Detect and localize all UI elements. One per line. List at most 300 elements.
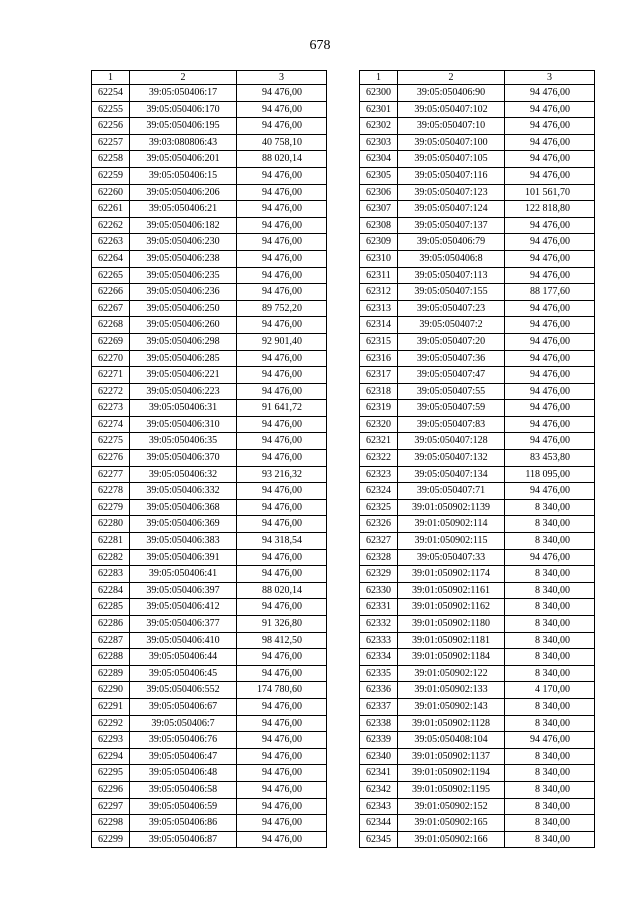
value-cell: 93 216,32 [237,466,327,483]
table-row [360,333,595,350]
row-number-cell: 62331 [360,599,398,616]
table-row [360,367,595,384]
table-row [92,649,327,666]
cadastral-number-cell: 39:05:050407:71 [398,483,505,500]
cadastral-number-cell: 39:05:050406:236 [130,284,237,301]
cadastral-number-cell: 39:05:050407:134 [398,466,505,483]
column-header-number: 1 [360,71,398,85]
value-cell: 94 476,00 [237,599,327,616]
row-number-cell: 62257 [92,134,130,151]
table-row [92,549,327,566]
table-row [360,85,595,102]
row-number-cell: 62318 [360,383,398,400]
value-cell: 88 177,60 [505,284,595,301]
cadastral-number-cell: 39:05:050406:368 [130,499,237,516]
table-row [360,599,595,616]
row-number-cell: 62286 [92,616,130,633]
column-header-value: 3 [237,71,327,85]
table-row [92,781,327,798]
value-cell: 94 476,00 [237,250,327,267]
value-cell: 94 476,00 [505,433,595,450]
value-cell: 94 476,00 [505,317,595,334]
cadastral-number-cell: 39:05:050407:33 [398,549,505,566]
cadastral-number-cell: 39:05:050406:48 [130,765,237,782]
cadastral-number-cell: 39:01:050902:1161 [398,582,505,599]
cadastral-number-cell: 39:01:050902:165 [398,815,505,832]
value-cell: 8 340,00 [505,715,595,732]
row-number-cell: 62321 [360,433,398,450]
row-number-cell: 62299 [92,831,130,848]
table-row [92,798,327,815]
cadastral-number-cell: 39:05:050406:370 [130,450,237,467]
row-number-cell: 62343 [360,798,398,815]
cadastral-number-cell: 39:05:050406:31 [130,400,237,417]
row-number-cell: 62264 [92,250,130,267]
value-cell: 94 476,00 [237,516,327,533]
table-row [92,300,327,317]
value-cell: 94 476,00 [505,383,595,400]
row-number-cell: 62277 [92,466,130,483]
value-cell: 174 780,60 [237,682,327,699]
row-number-cell: 62302 [360,118,398,135]
cadastral-number-cell: 39:01:050902:1162 [398,599,505,616]
cadastral-number-cell: 39:05:050406:8 [398,250,505,267]
value-cell: 94 476,00 [237,118,327,135]
cadastral-number-cell: 39:05:050406:76 [130,732,237,749]
row-number-cell: 62296 [92,781,130,798]
cadastral-number-cell: 39:05:050406:87 [130,831,237,848]
value-cell: 94 476,00 [237,815,327,832]
value-cell: 94 476,00 [505,333,595,350]
value-cell: 94 476,00 [505,250,595,267]
table-row [360,815,595,832]
value-cell: 94 476,00 [237,433,327,450]
row-number-cell: 62258 [92,151,130,168]
table-row [360,250,595,267]
table-row [92,167,327,184]
cadastral-number-cell: 39:01:050902:1174 [398,566,505,583]
value-cell: 94 318,54 [237,533,327,550]
cadastral-number-cell: 39:05:050408:104 [398,732,505,749]
cadastral-number-cell: 39:05:050406:235 [130,267,237,284]
value-cell: 88 020,14 [237,151,327,168]
row-number-cell: 62344 [360,815,398,832]
cadastral-number-cell: 39:05:050406:377 [130,616,237,633]
table-row [360,798,595,815]
table-row [92,101,327,118]
table-row [92,383,327,400]
value-cell: 94 476,00 [237,698,327,715]
table-row [360,234,595,251]
cadastral-number-cell: 39:05:050406:79 [398,234,505,251]
cadastral-number-cell: 39:05:050406:285 [130,350,237,367]
table-row [360,101,595,118]
value-cell: 94 476,00 [505,400,595,417]
cadastral-number-cell: 39:05:050407:128 [398,433,505,450]
cadastral-number-cell: 39:05:050406:397 [130,582,237,599]
cadastral-number-cell: 39:05:050406:552 [130,682,237,699]
table-row [92,516,327,533]
cadastral-number-cell: 39:05:050406:182 [130,217,237,234]
value-cell: 8 340,00 [505,798,595,815]
row-number-cell: 62267 [92,300,130,317]
table-row [360,616,595,633]
value-cell: 94 476,00 [237,732,327,749]
cadastral-number-cell: 39:05:050406:170 [130,101,237,118]
value-cell: 8 340,00 [505,698,595,715]
row-number-cell: 62283 [92,566,130,583]
row-number-cell: 62262 [92,217,130,234]
cadastral-number-cell: 39:05:050406:250 [130,300,237,317]
row-number-cell: 62294 [92,748,130,765]
value-cell: 94 476,00 [505,300,595,317]
table-row [92,599,327,616]
row-number-cell: 62289 [92,665,130,682]
table-row [92,367,327,384]
table-row [360,300,595,317]
row-number-cell: 62319 [360,400,398,417]
value-cell: 8 340,00 [505,649,595,666]
cadastral-number-cell: 39:01:050902:1139 [398,499,505,516]
value-cell: 8 340,00 [505,765,595,782]
table-row [92,566,327,583]
row-number-cell: 62268 [92,317,130,334]
value-cell: 8 340,00 [505,781,595,798]
value-cell: 94 476,00 [237,649,327,666]
table-row [360,665,595,682]
row-number-cell: 62298 [92,815,130,832]
value-cell: 94 476,00 [505,416,595,433]
table-row [360,499,595,516]
value-cell: 8 340,00 [505,533,595,550]
column-header-value: 3 [505,71,595,85]
value-cell: 89 752,20 [237,300,327,317]
table-row [92,267,327,284]
column-header-number: 1 [92,71,130,85]
row-number-cell: 62295 [92,765,130,782]
row-number-cell: 62336 [360,682,398,699]
table-row [92,250,327,267]
value-cell: 94 476,00 [505,267,595,284]
table-row [92,350,327,367]
table-row [360,483,595,500]
table-row [360,450,595,467]
cadastral-number-cell: 39:01:050902:133 [398,682,505,699]
cadastral-number-cell: 39:05:050406:410 [130,632,237,649]
table-row [92,815,327,832]
row-number-cell: 62303 [360,134,398,151]
column-header-cadastral: 2 [398,71,505,85]
value-cell: 94 476,00 [505,367,595,384]
value-cell: 88 020,14 [237,582,327,599]
row-number-cell: 62269 [92,333,130,350]
table-row [92,632,327,649]
value-cell: 94 476,00 [237,665,327,682]
table-row [92,682,327,699]
value-cell: 94 476,00 [505,151,595,168]
row-number-cell: 62290 [92,682,130,699]
value-cell: 94 476,00 [237,748,327,765]
cadastral-number-cell: 39:05:050407:137 [398,217,505,234]
value-cell: 83 453,80 [505,450,595,467]
table-row [92,466,327,483]
row-number-cell: 62263 [92,234,130,251]
table-row [360,698,595,715]
value-cell: 8 340,00 [505,582,595,599]
value-cell: 8 340,00 [505,748,595,765]
value-cell: 8 340,00 [505,499,595,516]
table-row [360,549,595,566]
row-number-cell: 62306 [360,184,398,201]
cadastral-number-cell: 39:01:050902:166 [398,831,505,848]
cadastral-number-cell: 39:05:050406:310 [130,416,237,433]
table-row [360,118,595,135]
row-number-cell: 62327 [360,533,398,550]
value-cell: 94 476,00 [237,566,327,583]
cadastral-number-cell: 39:05:050407:100 [398,134,505,151]
value-cell: 94 476,00 [237,184,327,201]
table-row [360,732,595,749]
row-number-cell: 62307 [360,201,398,218]
table-row [92,184,327,201]
cadastral-number-cell: 39:05:050406:260 [130,317,237,334]
row-number-cell: 62310 [360,250,398,267]
row-number-cell: 62326 [360,516,398,533]
table-row [360,831,595,848]
table-row [360,400,595,417]
value-cell: 8 340,00 [505,599,595,616]
cadastral-number-cell: 39:05:050406:206 [130,184,237,201]
cadastral-number-cell: 39:05:050407:123 [398,184,505,201]
cadastral-number-cell: 39:05:050407:47 [398,367,505,384]
value-cell: 94 476,00 [237,549,327,566]
value-cell: 94 476,00 [505,732,595,749]
table-row [360,533,595,550]
value-cell: 8 340,00 [505,665,595,682]
row-number-cell: 62271 [92,367,130,384]
table-row [92,533,327,550]
table-row [92,765,327,782]
cadastral-number-cell: 39:05:050406:41 [130,566,237,583]
cadastral-number-cell: 39:05:050406:44 [130,649,237,666]
cadastral-number-cell: 39:05:050406:67 [130,698,237,715]
cadastral-number-cell: 39:05:050406:45 [130,665,237,682]
table-row [360,317,595,334]
row-number-cell: 62309 [360,234,398,251]
value-cell: 94 476,00 [505,101,595,118]
cadastral-number-cell: 39:05:050407:20 [398,333,505,350]
value-cell: 94 476,00 [237,201,327,218]
cadastral-number-cell: 39:05:050407:83 [398,416,505,433]
value-cell: 94 476,00 [237,234,327,251]
cadastral-number-cell: 39:01:050902:1194 [398,765,505,782]
cadastral-number-cell: 39:05:050406:15 [130,167,237,184]
row-number-cell: 62328 [360,549,398,566]
row-number-cell: 62265 [92,267,130,284]
table-row [360,151,595,168]
row-number-cell: 62322 [360,450,398,467]
row-number-cell: 62312 [360,284,398,301]
cadastral-number-cell: 39:05:050406:332 [130,483,237,500]
row-number-cell: 62337 [360,698,398,715]
value-cell: 94 476,00 [237,781,327,798]
cadastral-number-cell: 39:05:050406:59 [130,798,237,815]
row-number-cell: 62278 [92,483,130,500]
row-number-cell: 62342 [360,781,398,798]
row-number-cell: 62285 [92,599,130,616]
row-number-cell: 62339 [360,732,398,749]
row-number-cell: 62325 [360,499,398,516]
cadastral-number-cell: 39:05:050407:132 [398,450,505,467]
table-row [92,201,327,218]
table-row [92,317,327,334]
value-cell: 4 170,00 [505,682,595,699]
row-number-cell: 62254 [92,85,130,102]
cadastral-number-cell: 39:05:050407:113 [398,267,505,284]
value-cell: 94 476,00 [237,317,327,334]
value-cell: 8 340,00 [505,616,595,633]
cadastral-number-cell: 39:05:050407:36 [398,350,505,367]
cadastral-number-cell: 39:01:050902:122 [398,665,505,682]
value-cell: 94 476,00 [505,483,595,500]
row-number-cell: 62335 [360,665,398,682]
value-cell: 98 412,50 [237,632,327,649]
cadastral-number-cell: 39:05:050406:32 [130,466,237,483]
row-number-cell: 62338 [360,715,398,732]
cadastral-number-cell: 39:05:050406:221 [130,367,237,384]
cadastral-number-cell: 39:05:050406:47 [130,748,237,765]
row-number-cell: 62329 [360,566,398,583]
cadastral-number-cell: 39:01:050902:114 [398,516,505,533]
table-row [92,483,327,500]
value-cell: 94 476,00 [237,217,327,234]
value-cell: 94 476,00 [237,167,327,184]
row-number-cell: 62297 [92,798,130,815]
row-number-cell: 62274 [92,416,130,433]
cadastral-number-cell: 39:03:080806:43 [130,134,237,151]
table-row [92,748,327,765]
row-number-cell: 62330 [360,582,398,599]
value-cell: 94 476,00 [505,134,595,151]
table-row [92,616,327,633]
row-number-cell: 62266 [92,284,130,301]
table-row [360,416,595,433]
row-number-cell: 62280 [92,516,130,533]
cadastral-number-cell: 39:01:050902:1195 [398,781,505,798]
value-cell: 94 476,00 [505,118,595,135]
table-row [360,715,595,732]
row-number-cell: 62315 [360,333,398,350]
table-row [92,416,327,433]
value-cell: 94 476,00 [237,416,327,433]
row-number-cell: 62305 [360,167,398,184]
row-number-cell: 62334 [360,649,398,666]
page-number: 678 [309,38,331,53]
registry-table-right [359,70,595,848]
table-row [360,217,595,234]
cadastral-number-cell: 39:05:050407:102 [398,101,505,118]
cadastral-number-cell: 39:05:050407:10 [398,118,505,135]
value-cell: 122 818,80 [505,201,595,218]
table-row [92,732,327,749]
table-row [360,134,595,151]
value-cell: 8 340,00 [505,566,595,583]
table-row [360,284,595,301]
cadastral-number-cell: 39:01:050902:1137 [398,748,505,765]
row-number-cell: 62256 [92,118,130,135]
row-number-cell: 62323 [360,466,398,483]
cadastral-number-cell: 39:05:050407:124 [398,201,505,218]
row-number-cell: 62282 [92,549,130,566]
table-header-row [360,71,595,85]
value-cell: 94 476,00 [505,217,595,234]
row-number-cell: 62301 [360,101,398,118]
table-row [92,400,327,417]
cadastral-number-cell: 39:05:050407:59 [398,400,505,417]
row-number-cell: 62287 [92,632,130,649]
value-cell: 94 476,00 [237,715,327,732]
row-number-cell: 62259 [92,167,130,184]
row-number-cell: 62300 [360,85,398,102]
cadastral-number-cell: 39:05:050407:105 [398,151,505,168]
table-row [360,566,595,583]
table-header-row [92,71,327,85]
row-number-cell: 62317 [360,367,398,384]
table-row [360,167,595,184]
table-row [360,201,595,218]
value-cell: 94 476,00 [237,350,327,367]
value-cell: 8 340,00 [505,831,595,848]
value-cell: 94 476,00 [237,267,327,284]
cadastral-number-cell: 39:05:050407:116 [398,167,505,184]
value-cell: 94 476,00 [237,483,327,500]
table-row [360,267,595,284]
value-cell: 94 476,00 [237,765,327,782]
value-cell: 94 476,00 [237,383,327,400]
value-cell: 94 476,00 [505,167,595,184]
cadastral-number-cell: 39:05:050406:230 [130,234,237,251]
cadastral-number-cell: 39:05:050406:35 [130,433,237,450]
value-cell: 94 476,00 [505,234,595,251]
cadastral-number-cell: 39:01:050902:1128 [398,715,505,732]
table-row [92,665,327,682]
registry-table-left [91,70,327,848]
table-row [360,765,595,782]
value-cell: 8 340,00 [505,815,595,832]
row-number-cell: 62273 [92,400,130,417]
cadastral-number-cell: 39:05:050406:223 [130,383,237,400]
cadastral-number-cell: 39:01:050902:1184 [398,649,505,666]
cadastral-number-cell: 39:05:050406:298 [130,333,237,350]
cadastral-number-cell: 39:05:050406:369 [130,516,237,533]
table-row [92,151,327,168]
row-number-cell: 62270 [92,350,130,367]
row-number-cell: 62292 [92,715,130,732]
cadastral-number-cell: 39:01:050902:152 [398,798,505,815]
table-row [360,433,595,450]
cadastral-number-cell: 39:05:050406:195 [130,118,237,135]
cadastral-number-cell: 39:05:050407:2 [398,317,505,334]
row-number-cell: 62340 [360,748,398,765]
cadastral-number-cell: 39:05:050406:90 [398,85,505,102]
row-number-cell: 62333 [360,632,398,649]
value-cell: 101 561,70 [505,184,595,201]
table-row [92,499,327,516]
value-cell: 118 095,00 [505,466,595,483]
row-number-cell: 62316 [360,350,398,367]
cadastral-number-cell: 39:05:050407:155 [398,284,505,301]
table-row [360,682,595,699]
